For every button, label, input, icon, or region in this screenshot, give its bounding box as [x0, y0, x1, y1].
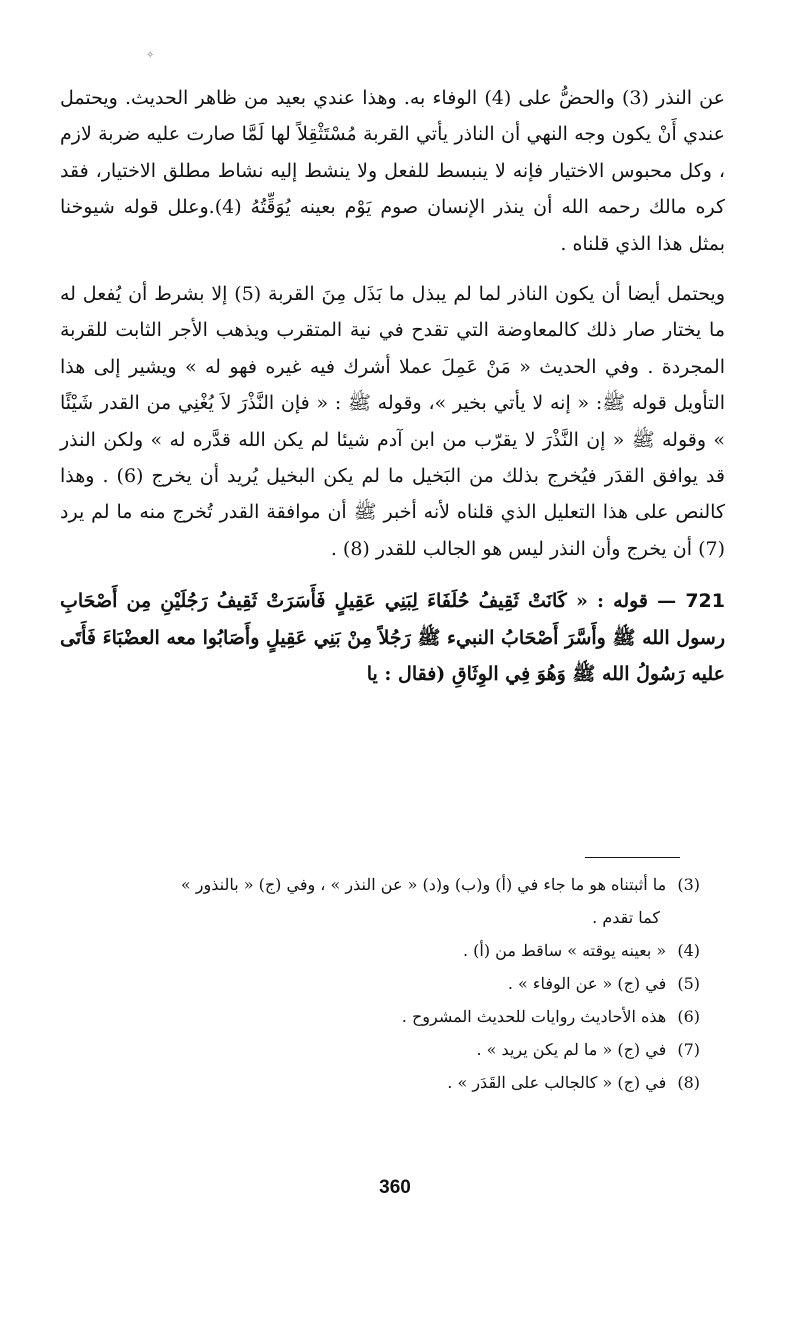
text-line: أن يُفعل له ما يختار صار ذلك كالمعاوضة التي تقدح في نية المتقرب ويذهب	[60, 283, 725, 342]
text-line: عن النذر (3) والحضُّ على (4) الوفاء به. وهذا عندي بعيد من ظاهر الحديث.	[125, 87, 725, 109]
footnote-item	[60, 967, 700, 1000]
footnote-item	[60, 1066, 700, 1099]
text-line: فهو له » ويشير إلى هذا التأويل قوله ﷺ: « إنه لا يأتي بخير »، وقوله ﷺ :	[60, 355, 726, 415]
text-line: صوم يَوْم بعينه يُوَقِّتُهُ (4).وعلل قوله شيوخنا بمثل هذا الذي قلناه .	[60, 196, 725, 255]
footnotes	[60, 868, 700, 1099]
footnote-continuation: كما تقدم .	[592, 908, 660, 927]
footnote-number: (8)	[677, 1073, 700, 1092]
paragraph-1	[60, 80, 725, 262]
text-line: مِن أَصْحَابِ رسول الله ﷺ وأَسَّرَ أَصْحَابُ النبيء ﷺ رَجُلاً مِنْ بَنِي عَقِيلٍ	[60, 590, 726, 649]
scan-mark: ✧	[146, 50, 155, 61]
text-line: « فإن النَّذْرَ لاَ يُغْنِي من القدر شَيْئًا » وقوله ﷺ « إن النَّذْرَ لا يقرّب من	[60, 392, 725, 451]
footnote-item	[60, 934, 700, 967]
footnote-number: (4)	[677, 941, 700, 960]
footnote-item	[60, 868, 700, 934]
text-line: ابن آدم شيئا لم يكن الله قدَّره له » ولكن النذر قد يوافق القدَر فيُخرج بذلك	[60, 428, 726, 488]
footnote-number: (6)	[677, 1007, 700, 1026]
footnote-text: في (ج) « عن الوفاء » .	[507, 974, 667, 993]
text-line: ينشط إليه نشاط مطلق الاختيار، فقد كره مالك رحمه الله أن ينذر الإنسان	[60, 159, 725, 219]
text-line: التعليل الذي قلناه لأنه أخبر ﷺ أن موافقة القدر تُخرج منه ما لم يرد (7)	[60, 501, 725, 560]
page-number: 360	[379, 1177, 411, 1198]
text-line: من البَخيل ما لم يكن البخيل يُريد أن يخرج (6) . وهذا كالنص على هذا	[60, 465, 725, 524]
text-line: وأَصَابُوا معه العضْبَاءَ فَأَتَى عليه رَسُولُ الله ﷺ وَهُوَ فِي الوِثَاقِ (فقال : يا	[60, 626, 725, 686]
text-line: الأجر الثابت للقربة المجردة . وفي الحديث « مَنْ عَمِلَ عملا أشرك فيه غيره	[60, 319, 725, 378]
paragraph-2	[60, 276, 725, 567]
footnote-text: ما أثبتناه هو ما جاء في (أ) و(ب) و(د) « عن النذر » ، وفي (ج) « بالنذور »	[180, 875, 667, 894]
footnote-text: هذه الأحاديث روايات للحديث المشروح .	[401, 1007, 667, 1026]
footnote-number: (7)	[677, 1040, 700, 1059]
text-line: أن يخرج وأن النذر ليس هو الجالب للقدر (8) .	[330, 537, 693, 560]
entry-721	[60, 583, 725, 692]
footnote-item	[60, 1033, 700, 1066]
footnote-item	[60, 1000, 700, 1033]
footnote-divider	[585, 857, 680, 858]
footnote-number: (3)	[677, 875, 700, 894]
footnote-number: (5)	[677, 974, 700, 993]
footnote-text: في (ج) « كالجالب على القَدَر » .	[447, 1073, 667, 1092]
text-line: ويحتمل عندي أَنْ يكون وجه النهي أن الناذر يأتي القربة مُسْتَثْقِلاً لها لَمَّا	[60, 87, 725, 146]
text-line: صارت عليه ضربة لازم ، وكل محبوس الاختيار فإنه لا ينبسط للفعل ولا	[60, 123, 726, 182]
text-line: — قوله : « كَانَتْ ثَقِيفُ حُلَفَاءَ لِبَنِي عَقِيلٍ فَأَسَرَتْ ثَقِيفُ رَجُلَيْنِ	[160, 590, 677, 613]
entry-number: 721	[685, 590, 725, 613]
text-line: ويحتمل أيضا أن يكون الناذر لما لم يبذل ما بَذَل مِنَ القربة (5) إلا بشرط	[154, 283, 726, 306]
footnote-text: في (ج) « ما لم يكن يريد » .	[476, 1040, 667, 1059]
main-text	[60, 80, 725, 693]
footnote-text: « بعينه يوقته » ساقط من (أ) .	[462, 941, 667, 960]
